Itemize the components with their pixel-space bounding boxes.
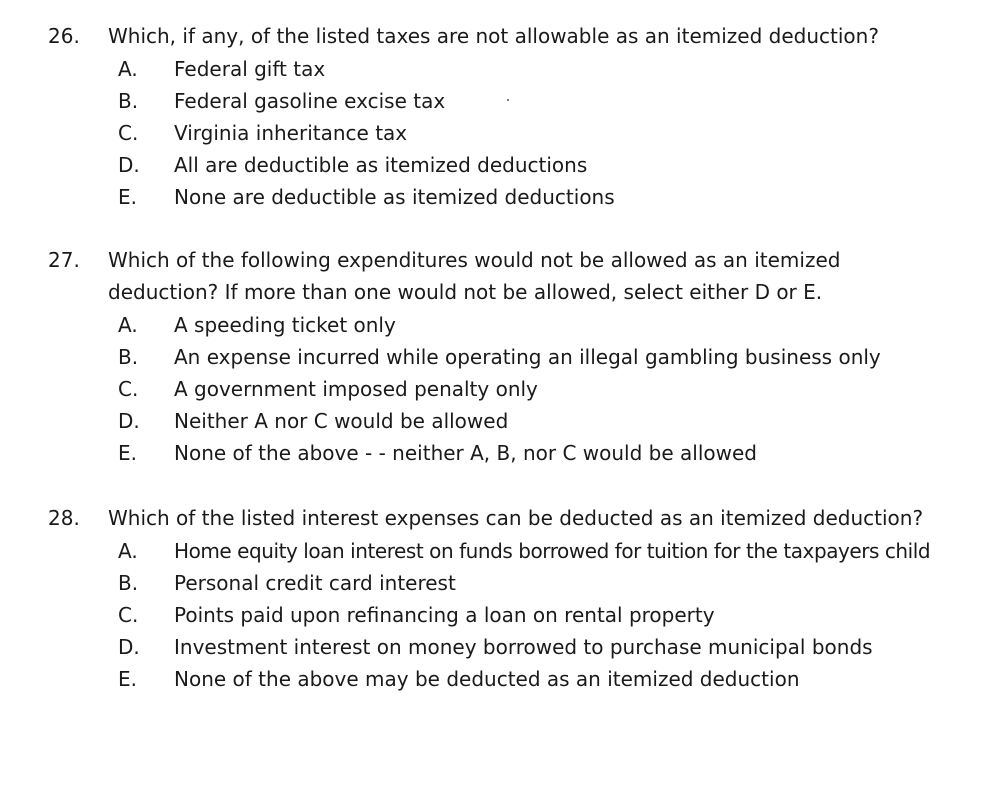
option-letter: A. (118, 313, 138, 337)
option-letter: B. (118, 571, 139, 595)
question-stem: deduction? If more than one would not be allowed, select either D or E. (108, 280, 823, 304)
option-letter: B. (118, 345, 139, 369)
option-text: Points paid upon refinancing a loan on rental property (174, 603, 715, 627)
question-stem: Which of the listed interest expenses can be deducted as an itemized deduction? (108, 506, 924, 530)
question-stem: Which, if any, of the listed taxes are not allowable as an itemized deduction? (108, 24, 879, 48)
option-text: Virginia inheritance tax (174, 121, 408, 145)
question-number: 26. (48, 24, 80, 48)
option-letter: C. (118, 121, 139, 145)
option-text: Investment interest on money borrowed to purchase municipal bonds (174, 635, 873, 659)
scan-speck (507, 99, 509, 101)
option-text: None of the above - - neither A, B, nor C would be allowed (174, 441, 757, 465)
option-text: An expense incurred while operating an illegal gambling business only (174, 345, 881, 369)
option-letter: E. (118, 185, 137, 209)
option-text: None of the above may be deducted as an itemized deduction (174, 667, 800, 691)
option-letter: C. (118, 377, 139, 401)
question-number: 27. (48, 248, 80, 272)
option-text: Neither A nor C would be allowed (174, 409, 509, 433)
option-text: Home equity loan interest on funds borrowed for tuition for the taxpayers child (174, 539, 931, 563)
option-text: Federal gasoline excise tax (174, 89, 446, 113)
option-text: A speeding ticket only (174, 313, 396, 337)
option-text: Federal gift tax (174, 57, 326, 81)
option-letter: B. (118, 89, 139, 113)
option-text: Personal credit card interest (174, 571, 456, 595)
option-letter: A. (118, 539, 138, 563)
option-letter: E. (118, 667, 137, 691)
option-text: A government imposed penalty only (174, 377, 538, 401)
option-letter: E. (118, 441, 137, 465)
option-letter: D. (118, 409, 140, 433)
question-stem: Which of the following expenditures would not be allowed as an itemized (108, 248, 841, 272)
option-letter: D. (118, 153, 140, 177)
option-letter: C. (118, 603, 139, 627)
option-letter: A. (118, 57, 138, 81)
option-text: None are deductible as itemized deductions (174, 185, 615, 209)
option-text: All are deductible as itemized deductions (174, 153, 588, 177)
question-number: 28. (48, 506, 80, 530)
option-letter: D. (118, 635, 140, 659)
